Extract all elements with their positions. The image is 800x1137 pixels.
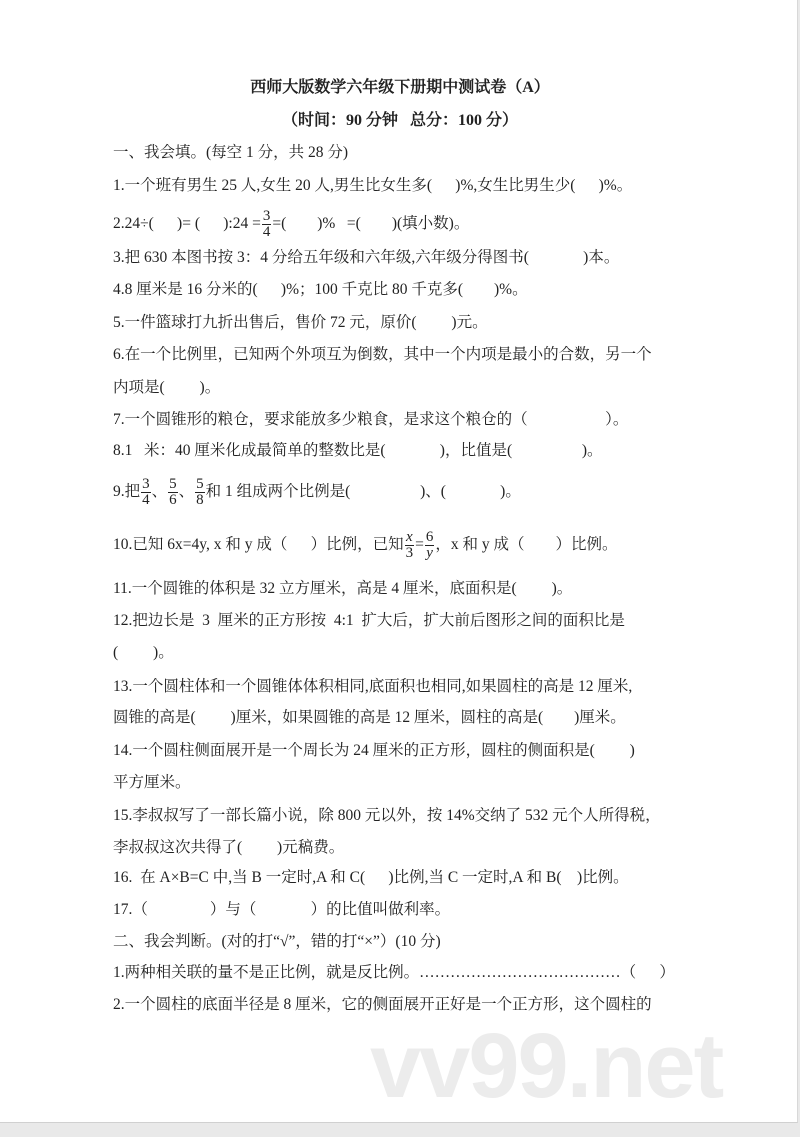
q10-text-b: ，x 和 y 成（ ）比例。 bbox=[435, 536, 618, 554]
numerator: 5 bbox=[169, 476, 177, 492]
q9-text-a: 9.把 bbox=[113, 483, 141, 501]
question-17: 17.（ ）与（ ）的比值叫做利率。 bbox=[113, 901, 451, 918]
exam-title: 西师大版数学六年级下册期中测试卷（A） bbox=[250, 79, 550, 96]
fraction bbox=[405, 530, 415, 561]
question-6-line-1: 6.在一个比例里，已知两个外项互为倒数，其中一个内项是最小的合数，另一个 bbox=[113, 346, 652, 363]
fraction bbox=[141, 477, 151, 508]
question-9 bbox=[113, 477, 521, 508]
numerator: 6 bbox=[425, 529, 434, 545]
question-15-line-1: 15.李叔叔写了一部长篇小说，除 800 元以外，按 14%交纳了 532 元个人所得税， bbox=[113, 807, 661, 824]
numerator: 3 bbox=[262, 208, 271, 224]
fraction bbox=[168, 477, 178, 508]
watermark: vv99.net bbox=[370, 1015, 723, 1117]
q2-text-a: 2.24÷( )= ( ):24 = bbox=[113, 215, 261, 233]
separator: 、 bbox=[151, 483, 168, 501]
question-13-line-2: 圆锥的高是( )厘米，如果圆锥的高是 12 厘米，圆柱的高是( )厘米。 bbox=[113, 709, 626, 726]
numerator: 5 bbox=[196, 476, 204, 492]
question-2 bbox=[113, 209, 469, 240]
denominator: 6 bbox=[169, 492, 177, 508]
question-6-line-2: 内项是( )。 bbox=[113, 379, 221, 396]
question-7: 7.一个圆锥形的粮仓，要求能放多少粮食，是求这个粮仓的（ ）。 bbox=[113, 411, 629, 428]
question-5: 5.一件篮球打九折出售后，售价 72 元，原价( )元。 bbox=[113, 314, 488, 331]
question-12-line-1: 12.把边长是 3 厘米的正方形按 4:1 扩大后，扩大前后图形之间的面积比是 bbox=[113, 612, 625, 629]
q2-text-b: =( )% =( )(填小数)。 bbox=[272, 215, 470, 233]
judge-2: 2.一个圆柱的底面半径是 8 厘米，它的侧面展开正好是一个正方形，这个圆柱的 bbox=[113, 996, 652, 1013]
question-13-line-1: 13.一个圆柱体和一个圆锥体体积相同,底面积也相同,如果圆柱的高是 12 厘米, bbox=[113, 678, 633, 695]
question-12-line-2: ( )。 bbox=[113, 644, 174, 661]
section-1-heading: 一、我会填。(每空 1 分，共 28 分) bbox=[113, 144, 349, 161]
judge-1: 1.两种相关联的量不是正比例，就是反比例。…………………………………（ ） bbox=[113, 964, 675, 981]
denominator: 3 bbox=[405, 545, 414, 561]
fraction bbox=[195, 477, 205, 508]
question-14-line-2: 平方厘米。 bbox=[113, 774, 191, 791]
question-4: 4.8 厘米是 16 分米的( )%；100 千克比 80 千克多( )%。 bbox=[113, 281, 528, 298]
q9-text-b: 和 1 组成两个比例是( )、( )。 bbox=[205, 483, 521, 501]
denominator: 4 bbox=[142, 492, 150, 508]
section-2-heading: 二、我会判断。(对的打“√”，错的打“×”）(10 分) bbox=[113, 933, 441, 950]
question-11: 11.一个圆锥的体积是 32 立方厘米，高是 4 厘米，底面积是( )。 bbox=[113, 580, 573, 597]
question-16: 16. 在 A×B=C 中,当 B 一定时,A 和 C( )比例,当 C 一定时,A 和 B( )比例。 bbox=[113, 869, 629, 886]
denominator: 4 bbox=[262, 224, 271, 240]
numerator: 3 bbox=[142, 476, 150, 492]
question-10 bbox=[113, 530, 618, 561]
question-8: 8.1 米：40 厘米化成最简单的整数比是( )，比值是( )。 bbox=[113, 442, 603, 459]
question-1: 1.一个班有男生 25 人,女生 20 人,男生比女生多( )%,女生比男生少( )%。 bbox=[113, 177, 633, 194]
equals: = bbox=[415, 536, 424, 554]
q10-text-a: 10.已知 6x=4y, x 和 y 成（ ）比例，已知 bbox=[113, 536, 404, 554]
fraction bbox=[262, 209, 272, 240]
question-3: 3.把 630 本图书按 3：4 分给五年级和六年级,六年级分得图书( )本。 bbox=[113, 249, 620, 266]
question-14-line-1: 14.一个圆柱侧面展开是一个周长为 24 厘米的正方形，圆柱的侧面积是( ) bbox=[113, 742, 635, 759]
exam-subtitle: （时间：90 分钟 总分：100 分） bbox=[281, 112, 518, 129]
fraction bbox=[425, 530, 435, 561]
numerator: x bbox=[406, 529, 413, 545]
question-15-line-2: 李叔叔这次共得了( )元稿费。 bbox=[113, 839, 345, 856]
denominator: 8 bbox=[196, 492, 204, 508]
denominator: y bbox=[426, 545, 433, 561]
separator: 、 bbox=[178, 483, 195, 501]
